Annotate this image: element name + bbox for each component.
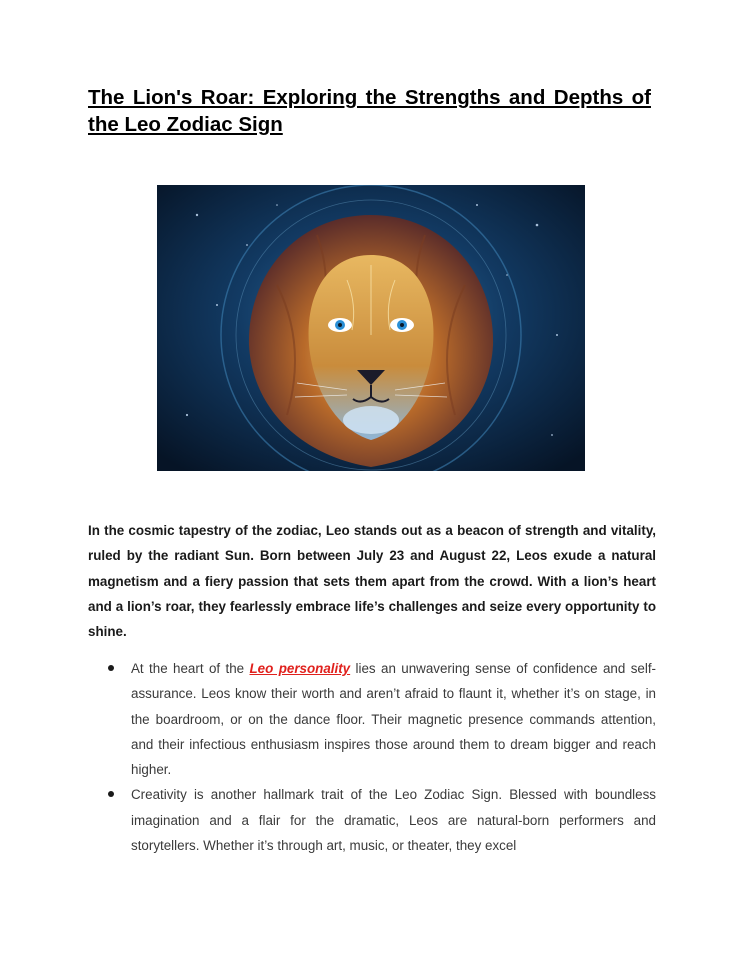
bullet-text-after: lies an unwavering sense of confidence and self-assurance. Leos know their worth and aren’t afraid to flaunt it, whether it’s on stage, in the boardroom, or on the dance floor. Their magnetic presence commands attention, and their infectious enthusiasm inspires those around them to dream bigger and reach higher.	[131, 661, 656, 778]
leo-personality-link[interactable]: Leo personality	[249, 661, 351, 676]
list-item	[88, 656, 656, 782]
bullet-icon	[108, 665, 114, 671]
article-title: The Lion's Roar: Exploring the Strengths and Depths of the Leo Zodiac Sign	[88, 86, 651, 136]
list-item	[88, 782, 656, 858]
leo-lion-illustration	[157, 185, 585, 471]
bullet-text-before: At the heart of the	[131, 661, 250, 676]
bullet-icon	[108, 791, 114, 797]
bullet-text: Creativity is another hallmark trait of the Leo Zodiac Sign. Blessed with boundless imagination and a flair for the dramatic, Leos are natural-born performers and storytellers. Whether it’s through art, music, or theater, they excel	[131, 787, 656, 854]
intro-paragraph: In the cosmic tapestry of the zodiac, Leo stands out as a beacon of strength and vitality, ruled by the radiant Sun. Born between July 23 and August 22, Leos exude a natural magnetism and a fiery passion that sets them apart from the crowd. With a lion’s heart and a lion’s roar, they fearlessly embrace life’s challenges and seize every opportunity to shine.	[88, 523, 656, 640]
bullet-list	[88, 656, 656, 858]
